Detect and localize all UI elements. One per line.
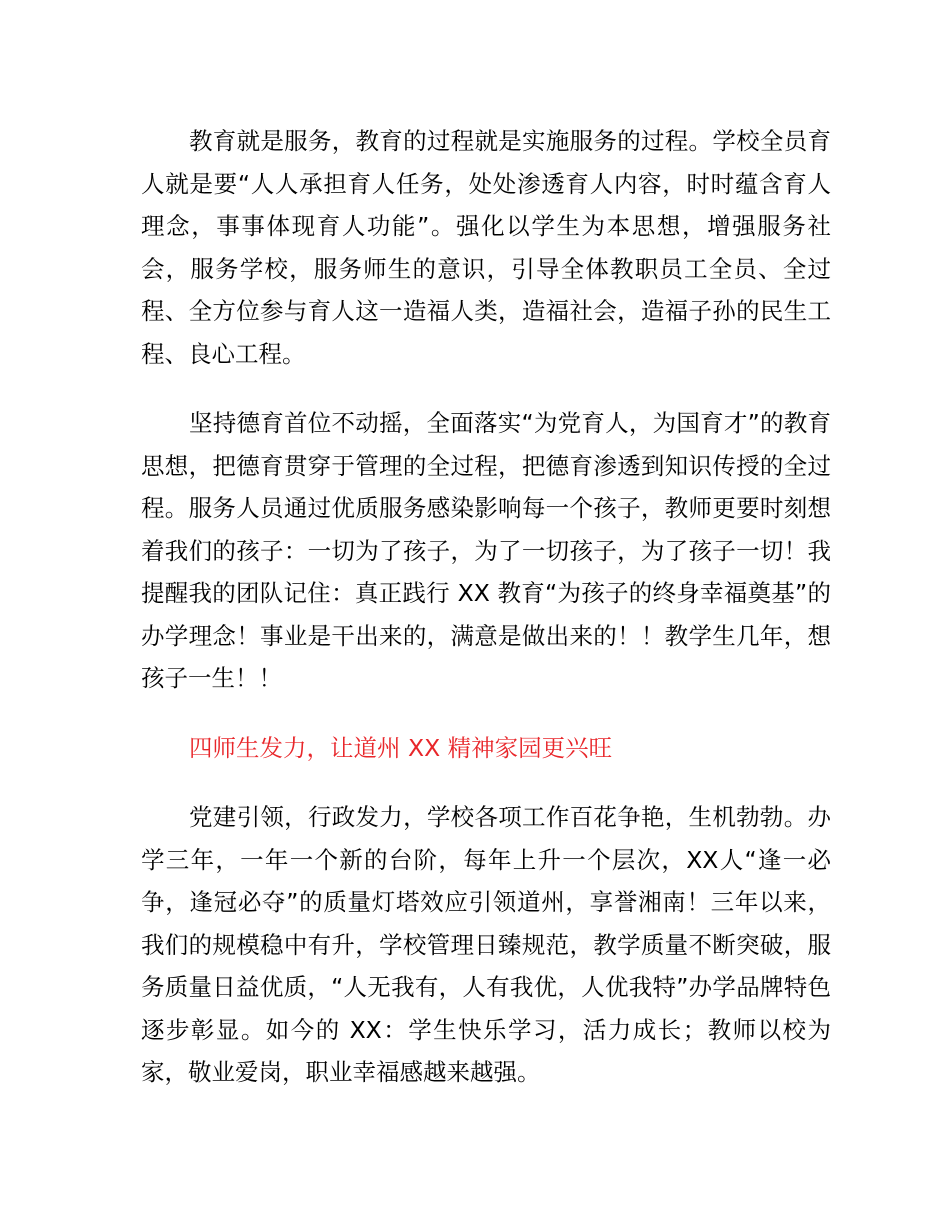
section-heading: 四师生发力，让道州 XX 精神家园更兴旺 — [189, 733, 613, 762]
paragraph-achievements: 党建引领，行政发力，学校各项工作百花争艳，生机勃勃。办学三年，一年一个新的台阶，每年上升一个层次，XX人“逢一必争，逢冠必夺”的质量灯塔效应引领道州，享誉湘南！三年以来，我们的规模稳中有升，学校管理日臻规范，教学质量不断突破，服务质量日益优质，“人无我有，人有我优，人优我特”办学品牌特色逐步彰显。如今的 XX：学生快乐学习，活力成长；教师以校为家，敬业爱岗，职业幸福感越来越强。 — [141, 803, 831, 1086]
document-body — [141, 120, 831, 1121]
paragraph-moral-education: 坚持德育首位不动摇，全面落实“为党育人，为国育才”的教育思想，把德育贯穿于管理的全过程，把德育渗透到知识传授的全过程。服务人员通过优质服务感染影响每一个孩子，教师更要时刻想着我们的孩子：一切为了孩子，为了一切孩子，为了孩子一切！我提醒我的团队记住：真正践行 XX 教育“为孩子的终身幸福奠基”的办学理念！事业是干出来的，满意是做出来的！！教学生几年，想孩子一生！！ — [141, 409, 831, 692]
paragraph-service: 教育就是服务，教育的过程就是实施服务的过程。学校全员育人就是要“人人承担育人任务，处处渗透育人内容，时时蕴含育人理念，事事体现育人功能”。强化以学生为本思想，增强服务社会，服务学校，服务师生的意识，引导全体教职员工全员、全过程、全方位参与育人这一造福人类，造福社会，造福子孙的民生工程、良心工程。 — [141, 127, 831, 368]
